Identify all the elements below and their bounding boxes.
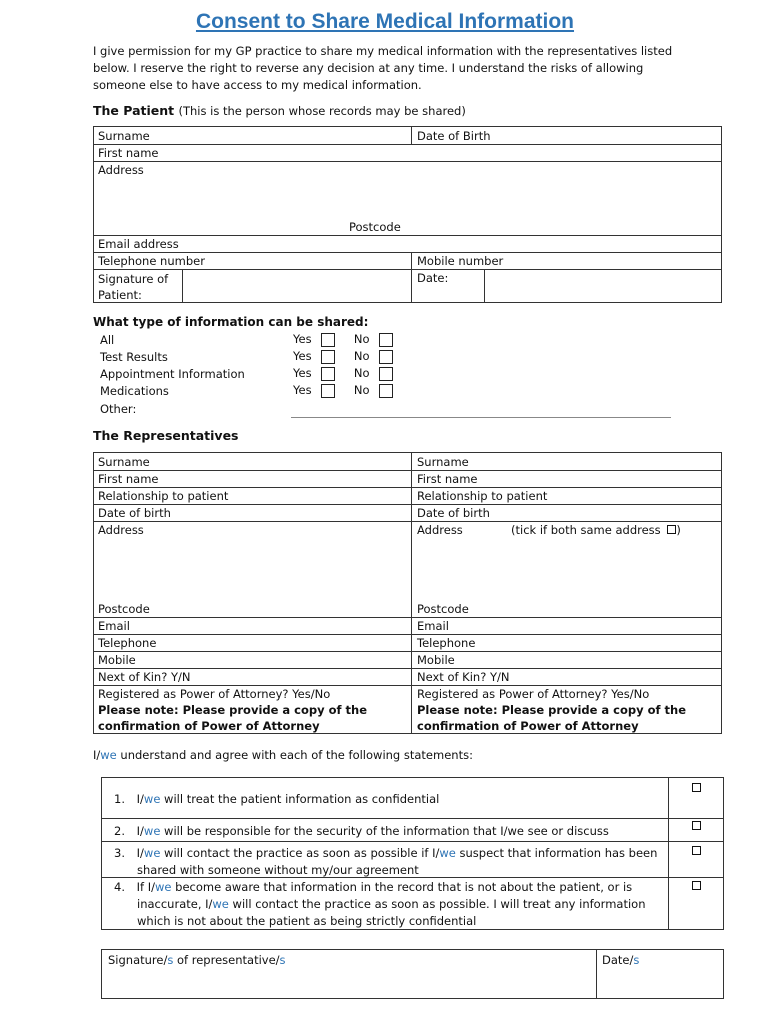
patient-signature-label: Signature of Patient: [98, 272, 169, 302]
no-label: No [353, 383, 370, 397]
statement-4 [114, 880, 632, 894]
rep1-poa-note: confirmation of Power of Attorney [98, 719, 320, 733]
rep2-postcode-field[interactable]: Postcode [417, 602, 469, 616]
yes-label: Yes [293, 366, 312, 380]
rep1-address-field[interactable]: Address [98, 523, 144, 537]
statement-text: will contact the practice as soon as possible. I will treat any information [228, 897, 646, 911]
rep2-telephone-field[interactable]: Telephone [417, 636, 476, 650]
patient-heading-text: The Patient [93, 103, 175, 118]
statement-1-checkbox[interactable] [692, 783, 701, 792]
date-label-s: s [633, 953, 640, 967]
no-checkbox[interactable] [379, 350, 393, 364]
statement-3-line-2: shared with someone without my/our agreement [137, 863, 419, 877]
statement-text: will be responsible for the security of the information that I/we see or discuss [160, 824, 609, 838]
info-item-label: All [100, 333, 115, 347]
patient-postcode-field[interactable]: Postcode [349, 220, 401, 234]
info-item-label: Test Results [100, 350, 168, 364]
yes-label: Yes [293, 383, 312, 397]
representatives-table [93, 452, 722, 734]
statement-number: 1. [114, 792, 125, 806]
page-title: Consent to Share Medical Information [195, 10, 575, 33]
no-checkbox[interactable] [379, 367, 393, 381]
statement-we: we [143, 846, 161, 860]
rep1-first-name-field[interactable]: First name [98, 472, 159, 486]
rep2-relationship-field[interactable]: Relationship to patient [417, 489, 548, 503]
signature-label-s: s [167, 953, 174, 967]
statement-text: If I/ [136, 880, 156, 894]
statement-we: we [212, 897, 229, 911]
rep1-surname-field[interactable]: Surname [98, 455, 150, 469]
info-types-list [100, 331, 400, 421]
patient-surname-field[interactable]: Surname [98, 129, 150, 143]
statement-we: we [143, 792, 161, 806]
statement-we: we [439, 846, 456, 860]
no-checkbox[interactable] [379, 384, 393, 398]
statement-4-checkbox[interactable] [692, 881, 701, 890]
statement-text: I/ [136, 824, 144, 838]
rep1-relationship-field[interactable]: Relationship to patient [98, 489, 229, 503]
patient-email-field[interactable]: Email address [98, 237, 179, 251]
statement-we: we [143, 824, 161, 838]
patient-table [93, 126, 722, 303]
rep1-poa-note: Please note: Please provide a copy of the [98, 703, 368, 717]
rep2-address-field[interactable]: Address [417, 523, 463, 537]
rep2-poa-field[interactable]: Registered as Power of Attorney? Yes/No [417, 687, 650, 701]
info-item-label: Medications [100, 384, 169, 398]
representative-signature-label [108, 953, 286, 967]
yes-checkbox[interactable] [321, 367, 335, 381]
representative-date-field[interactable] [598, 970, 722, 997]
intro-paragraph: I give permission for my GP practice to share my medical information with the representatives listed below. I reserve the right to reverse any decision at any time. I understand the risks of allowing someone else to have access to my medical information. [93, 44, 673, 92]
rep1-telephone-field[interactable]: Telephone [98, 636, 157, 650]
patient-date-label: Date: [417, 271, 449, 285]
statement-2 [114, 824, 609, 838]
rep1-next-of-kin-field[interactable]: Next of Kin? Y/N [98, 670, 191, 684]
agreement-intro-we: we [100, 748, 117, 762]
statement-text: become aware that information in the record that is not about the patient, or is [171, 880, 633, 894]
statement-text: I/ [136, 792, 144, 806]
rep1-mobile-field[interactable]: Mobile [98, 653, 136, 667]
statement-number: 3. [114, 846, 125, 860]
info-other-label: Other: [100, 402, 137, 416]
patient-dob-field[interactable]: Date of Birth [417, 129, 491, 143]
rep2-surname-field[interactable]: Surname [417, 455, 469, 469]
statement-text: will treat the patient information as confidential [160, 792, 440, 806]
same-address-label: (tick if both same address [511, 523, 661, 537]
signature-label-text: of representative/ [173, 953, 280, 967]
statement-text: will contact the practice as soon as possible if I/ [160, 846, 440, 860]
yes-label: Yes [293, 349, 312, 363]
same-address-option [511, 523, 681, 537]
rep1-postcode-field[interactable]: Postcode [98, 602, 150, 616]
patient-heading [93, 103, 466, 118]
patient-heading-note: (This is the person whose records may be shared) [178, 104, 466, 118]
rep1-poa-field[interactable]: Registered as Power of Attorney? Yes/No [98, 687, 331, 701]
rep2-next-of-kin-field[interactable]: Next of Kin? Y/N [417, 670, 510, 684]
no-label: No [353, 349, 370, 363]
no-label: No [353, 366, 370, 380]
statements-table [101, 777, 724, 930]
statement-number: 2. [114, 824, 125, 838]
agreement-intro-rest: understand and agree with each of the following statements: [116, 748, 473, 762]
rep2-email-field[interactable]: Email [417, 619, 449, 633]
info-yes-no-row [293, 383, 393, 398]
info-types-heading: What type of information can be shared: [93, 315, 369, 329]
patient-signature-field[interactable] [183, 270, 411, 302]
agreement-intro-i: I/ [93, 748, 101, 762]
statement-4-line-2 [137, 897, 646, 911]
representative-signature-field[interactable] [103, 970, 595, 997]
same-address-close: ) [676, 523, 681, 537]
yes-label: Yes [293, 332, 312, 346]
statement-2-checkbox[interactable] [692, 821, 701, 830]
agreement-intro [93, 748, 473, 762]
rep2-mobile-field[interactable]: Mobile [417, 653, 455, 667]
no-label: No [353, 332, 370, 346]
yes-checkbox[interactable] [321, 333, 335, 347]
info-yes-no-row [293, 349, 393, 364]
other-input-line[interactable] [291, 417, 671, 418]
patient-telephone-field[interactable]: Telephone number [98, 254, 205, 268]
no-checkbox[interactable] [379, 333, 393, 347]
signature-label-s: s [279, 953, 286, 967]
statement-text: I/ [136, 846, 144, 860]
same-address-checkbox[interactable] [667, 525, 676, 534]
statement-3-checkbox[interactable] [692, 846, 701, 855]
patient-date-field[interactable] [485, 270, 720, 302]
signature-label-text: Signature/ [108, 953, 168, 967]
representatives-heading: The Representatives [93, 428, 239, 443]
yes-checkbox[interactable] [321, 350, 335, 364]
rep2-poa-note: Please note: Please provide a copy of the [417, 703, 687, 717]
statement-4-line-3: which is not about the patient as being strictly confidential [137, 914, 477, 928]
statement-number: 4. [114, 880, 125, 894]
statement-3 [114, 846, 657, 860]
info-item-label: Appointment Information [100, 367, 245, 381]
info-yes-no-row [293, 366, 393, 381]
statement-text: inaccurate, I/ [137, 897, 213, 911]
representative-signature-table [101, 949, 724, 999]
rep1-email-field[interactable]: Email [98, 619, 130, 633]
date-label-text: Date/ [602, 953, 634, 967]
info-yes-no-row [293, 332, 393, 347]
rep2-first-name-field[interactable]: First name [417, 472, 478, 486]
rep2-poa-note: confirmation of Power of Attorney [417, 719, 639, 733]
statement-we: we [155, 880, 172, 894]
representative-date-label [602, 953, 639, 967]
rep1-dob-field[interactable]: Date of birth [98, 506, 171, 520]
statement-1 [114, 792, 439, 806]
patient-mobile-field[interactable]: Mobile number [417, 254, 504, 268]
statement-text: suspect that information has been [455, 846, 658, 860]
rep2-dob-field[interactable]: Date of birth [417, 506, 490, 520]
patient-address-field[interactable]: Address [98, 163, 144, 177]
patient-first-name-field[interactable]: First name [98, 146, 159, 160]
yes-checkbox[interactable] [321, 384, 335, 398]
